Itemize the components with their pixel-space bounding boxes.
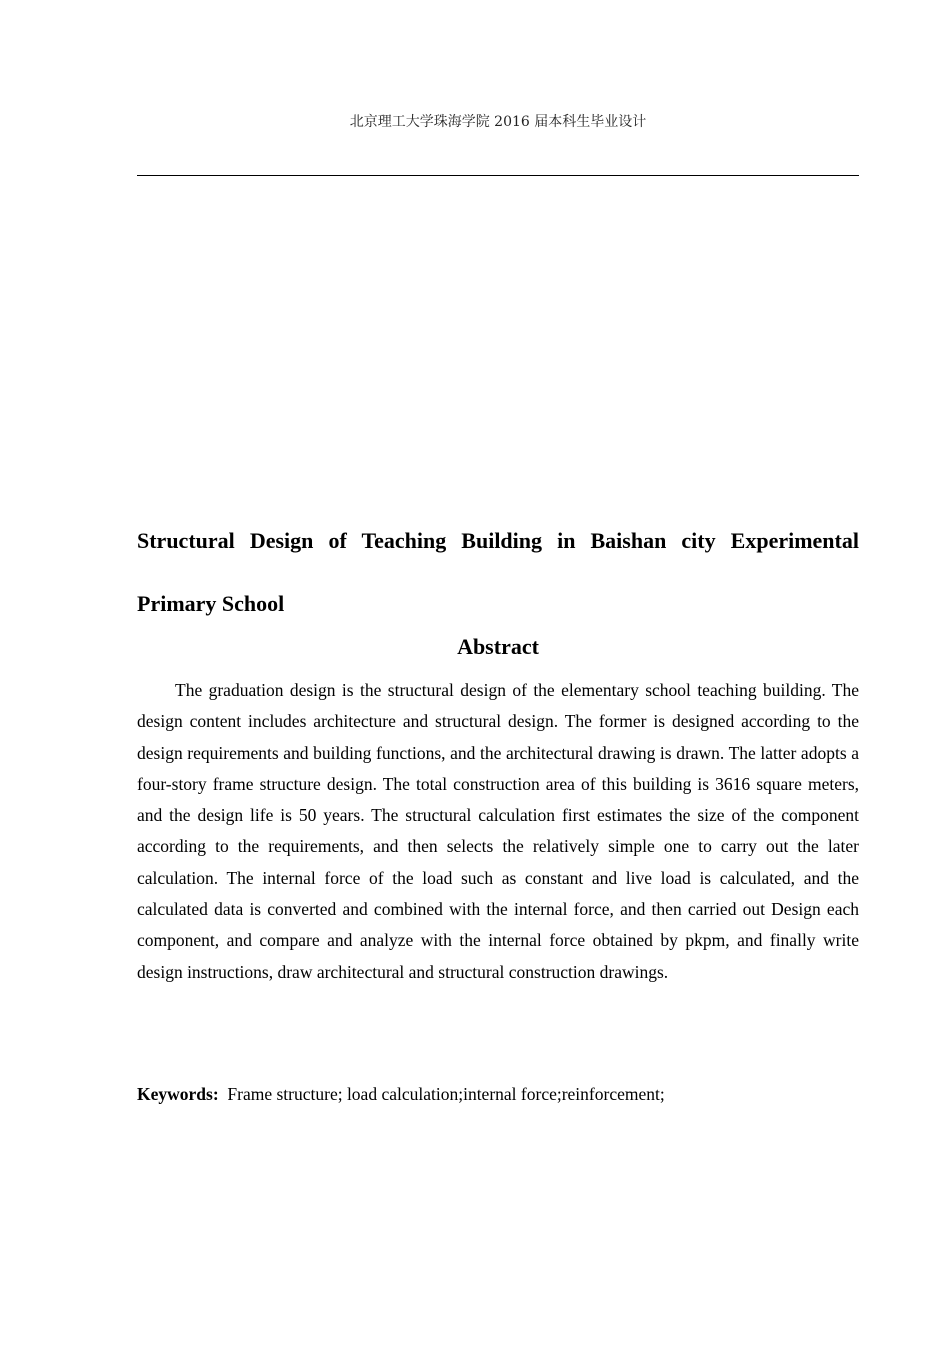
keywords-line bbox=[137, 1079, 859, 1110]
header-divider bbox=[137, 175, 859, 176]
thesis-title-line-1: Structural Design of Teaching Building in Baishan city Experimental bbox=[137, 528, 859, 553]
keywords-label: Keywords: bbox=[137, 1084, 219, 1104]
abstract-heading: Abstract bbox=[457, 634, 539, 659]
keywords-value: Frame structure; load calculation;internal force;reinforcement; bbox=[227, 1084, 665, 1104]
page-header: 北京理工大学珠海学院 2016 届本科生毕业设计 bbox=[349, 114, 647, 130]
thesis-title-line-2: Primary School bbox=[137, 591, 285, 616]
thesis-title bbox=[137, 509, 859, 635]
abstract-body: The graduation design is the structural design of the elementary school teaching building. The design content includes architecture and structural design. The former is designed according to the design requirements and building functions, and the architectural drawing is drawn. The latter adopts a four-story frame structure design. The total construction area of this building is 3616 square meters, and the design life is 50 years. The structural calculation first estimates the size of the component according to the requirements, and then selects the relatively simple one to carry out the later calculation. The internal force of the load such as constant and live load is calculated, and the calculated data is converted and combined with the internal force, and then carried out Design each component, and compare and analyze with the internal force obtained by pkpm, and finally write design instructions, draw architectural and structural construction drawings. bbox=[137, 680, 859, 982]
